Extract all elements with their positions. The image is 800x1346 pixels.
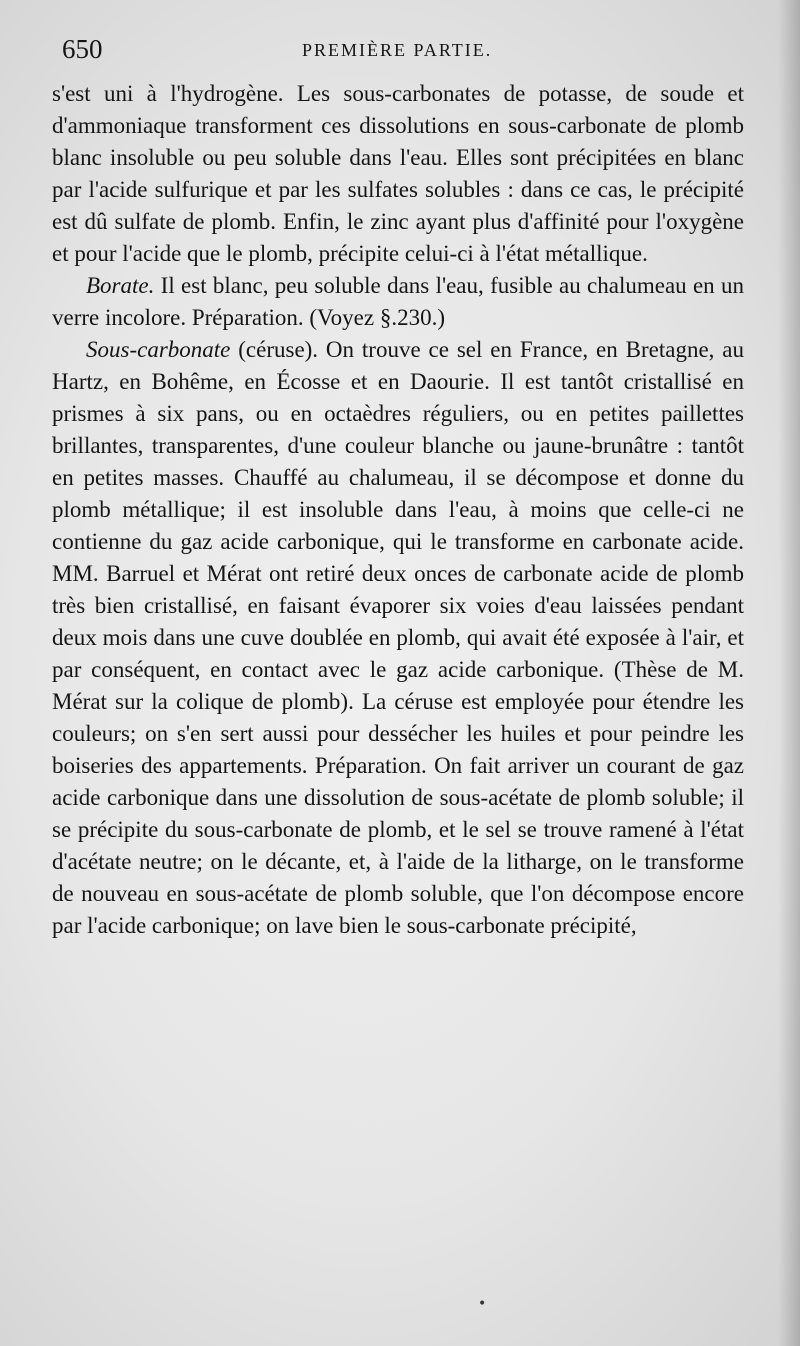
paragraph-runin-heading: Sous-carbonate <box>86 337 231 362</box>
page-number: 650 <box>62 34 103 64</box>
paragraph-text: Il est blanc, peu soluble dans l'eau, fusible au chalumeau en un verre incolore. Préparation. (Voyez §.230.) <box>52 273 744 330</box>
running-title: PREMIÈRE PARTIE. <box>302 40 493 60</box>
running-head <box>62 34 742 68</box>
paragraph-sous-carbonate <box>52 334 744 942</box>
paragraph-runin-heading: Borate. <box>86 273 155 298</box>
paragraph-continuation <box>52 78 744 270</box>
body-text <box>52 78 744 942</box>
paragraph-text: s'est uni à l'hydrogène. Les sous-carbonates de potasse, de soude et d'ammoniaque transforment ces dissolutions en sous-carbonate de plomb blanc insoluble ou peu soluble dans l'eau. Elles sont précipitées en blanc par l'acide sulfurique et par les sulfates solubles : dans ce cas, le précipité est dû sulfate de plomb. Enfin, le zinc ayant plus d'affinité pour l'oxygène et pour l'acide que le plomb, précipite celui-ci à l'état métallique. <box>52 81 744 266</box>
paragraph-borate <box>52 270 744 334</box>
page-shadow-edge <box>778 0 800 1346</box>
stray-ink-mark: • <box>478 1296 487 1312</box>
paragraph-text: (céruse). On trouve ce sel en France, en Bretagne, au Hartz, en Bohême, en Écosse et en Daourie. Il est tantôt cristallisé en prismes à six pans, ou en octaèdres réguliers, ou en petites paillettes brillantes, transparentes, d'une couleur blanche ou jaune-brunâtre : tantôt en petites masses. Chauffé au chalumeau, il se décompose et donne du plomb métallique; il est insoluble dans l'eau, à moins que celle-ci ne contienne du gaz acide carbonique, qui le transforme en carbonate acide. MM. Barruel et Mérat ont retiré deux onces de carbonate acide de plomb très bien cristallisé, en faisant évaporer six voies d'eau laissées pendant deux mois dans une cuve doublée en plomb, qui avait été exposée à l'air, et par conséquent, en contact avec le gaz acide carbonique. (Thèse de M. Mérat sur la colique de plomb). La céruse est employée pour étendre les couleurs; on s'en sert aussi pour dessécher les huiles et pour peindre les boiseries des appartements. Préparation. On fait arriver un courant de gaz acide carbonique dans une dissolution de sous-acétate de plomb soluble; il se précipite du sous-carbonate de plomb, et le sel se trouve ramené à l'état d'acétate neutre; on le décante, et, à l'aide de la litharge, on le transforme de nouveau en sous-acétate de plomb soluble, que l'on décompose encore par l'acide carbonique; on lave bien le sous-carbonate précipité, <box>52 337 744 938</box>
